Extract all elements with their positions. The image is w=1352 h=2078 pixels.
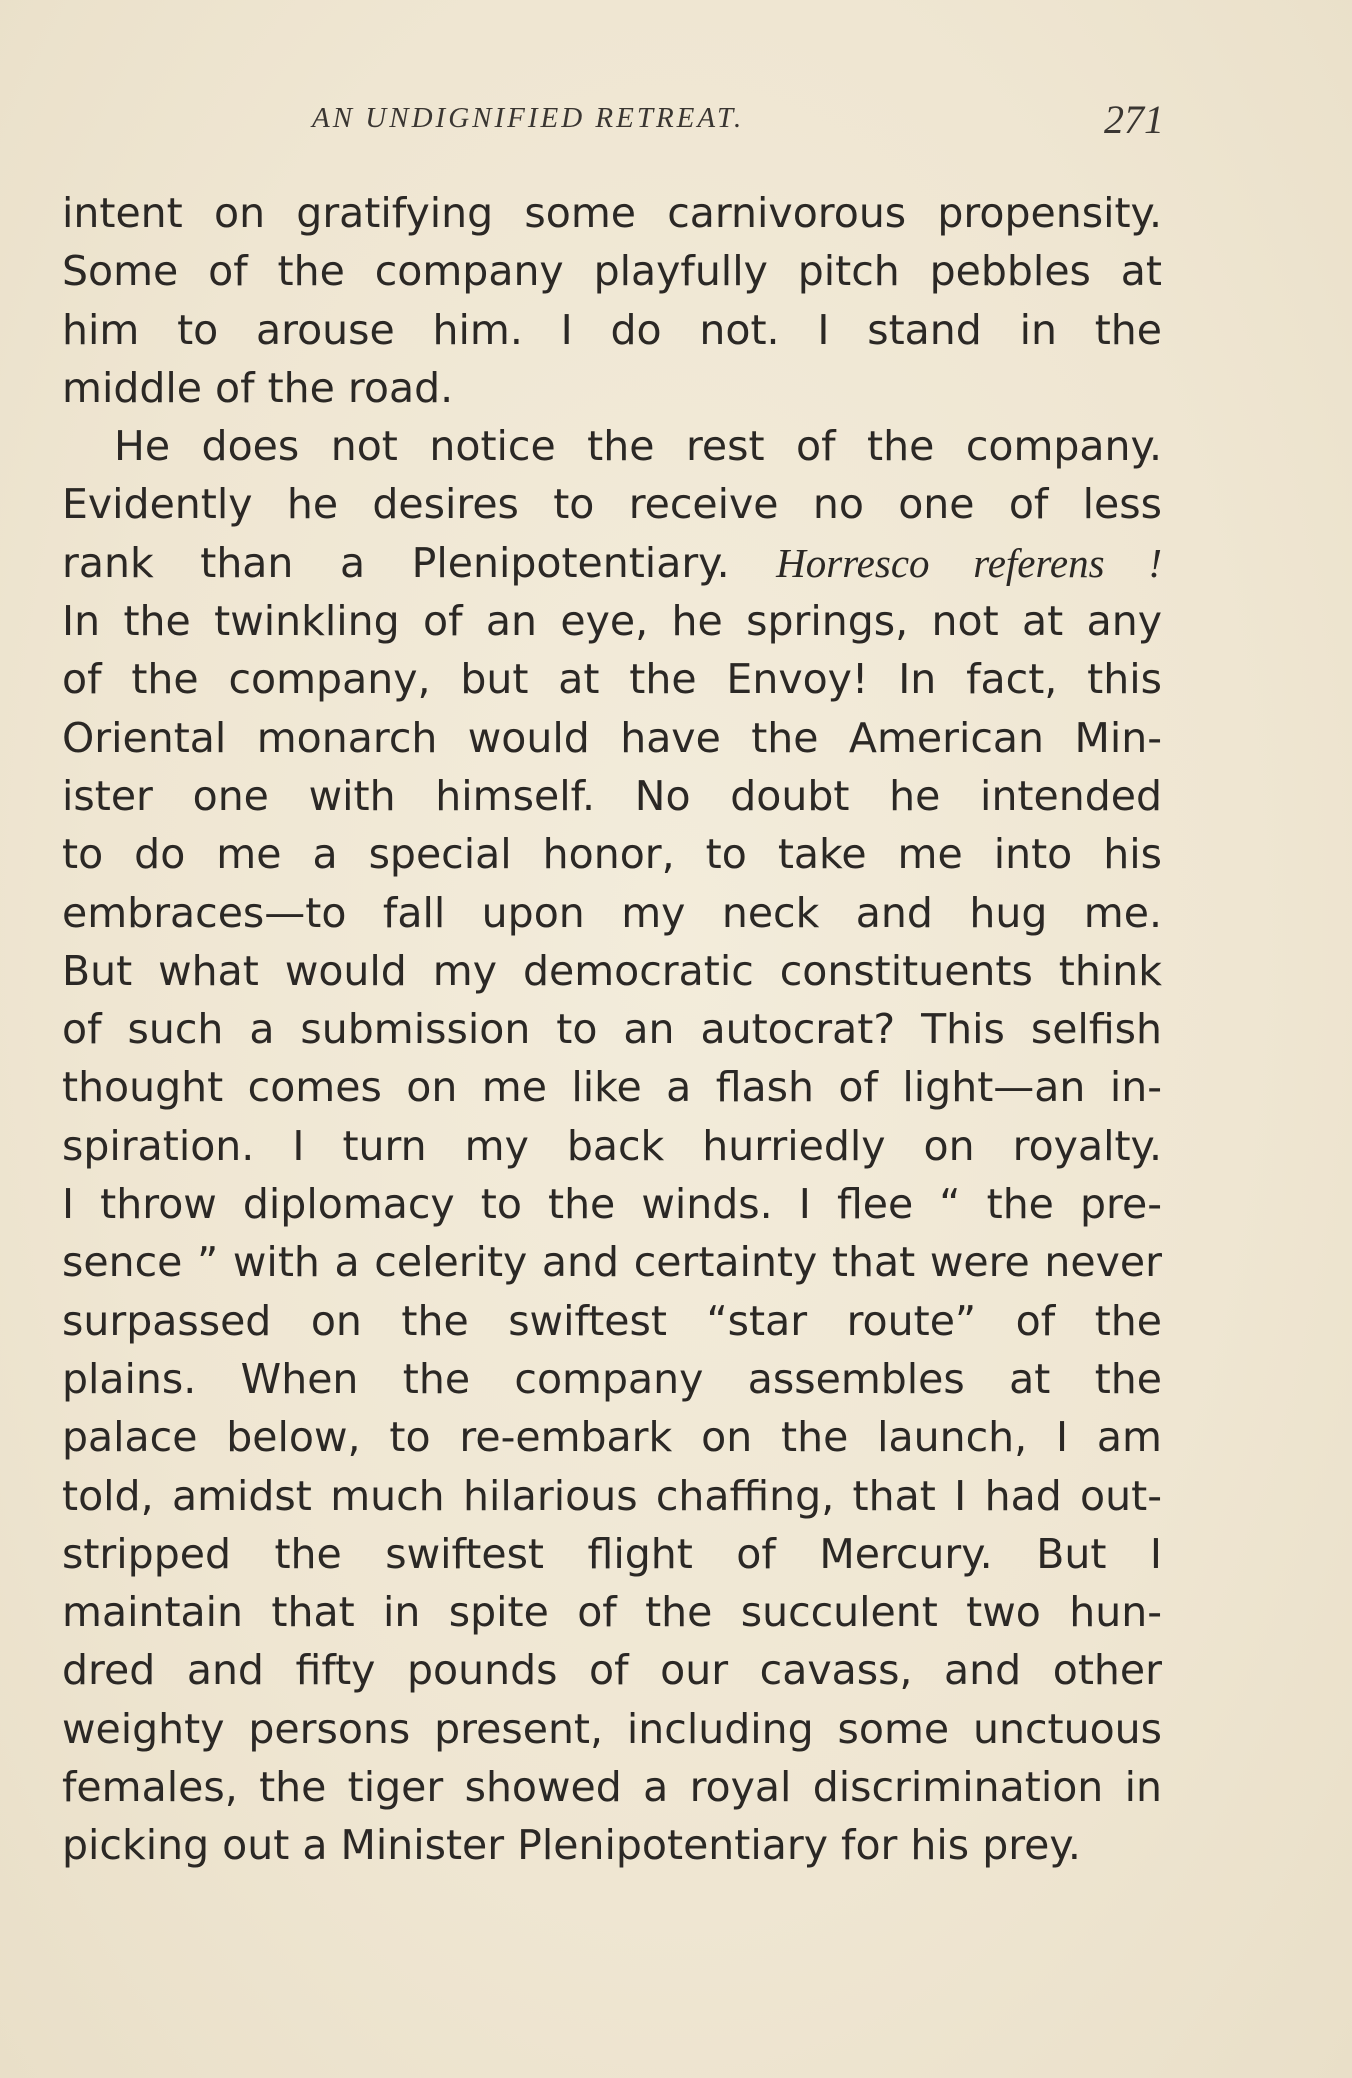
body-text [62, 184, 1162, 1875]
text-line [62, 1525, 1162, 1583]
text-line [62, 1583, 1162, 1641]
text-segment: palace below, to re-embark on the launch, I am [62, 1413, 1162, 1462]
text-segment: plains. When the company assembles at the [62, 1354, 1162, 1403]
text-line [62, 359, 1162, 417]
text-segment: thought comes on me like a flash of light—an in- [62, 1063, 1162, 1112]
text-line [62, 1000, 1162, 1058]
text-segment: rank than a Plenipotentiary. [62, 538, 777, 587]
text-line [62, 184, 1162, 242]
text-segment: dred and fifty pounds of our cavass, and other [62, 1646, 1162, 1695]
text-line [62, 475, 1162, 533]
text-line [62, 709, 1162, 767]
text-line [62, 1058, 1162, 1116]
text-segment: I throw diplomacy to the winds. I flee “ the pre- [62, 1180, 1162, 1229]
text-line [62, 650, 1162, 708]
text-segment: middle of the road. [62, 363, 454, 412]
text-line [62, 534, 1162, 592]
text-segment: told, amidst much hilarious chaffing, that I had out- [62, 1471, 1162, 1520]
text-line [62, 1467, 1162, 1525]
text-segment: of such a submission to an autocrat? This selfish [62, 1005, 1162, 1054]
text-line [62, 884, 1162, 942]
text-segment: surpassed on the swiftest “star route” of the [62, 1296, 1162, 1345]
text-segment: maintain that in spite of the succulent two hun- [62, 1588, 1162, 1637]
text-segment: In the twinkling of an eye, he springs, not at any [62, 597, 1162, 646]
text-line [62, 1758, 1162, 1816]
text-segment: of the company, but at the Envoy! In fact, this [62, 655, 1162, 704]
text-line [62, 1175, 1162, 1233]
text-line [62, 1117, 1162, 1175]
running-title: AN UNDIGNIFIED RETREAT. [312, 102, 745, 134]
text-line [62, 242, 1162, 300]
text-segment: Some of the company playfully pitch pebbles at [62, 247, 1162, 296]
text-segment: weighty persons present, including some unctuous [62, 1704, 1162, 1753]
text-line [62, 1816, 1162, 1874]
text-line [62, 1700, 1162, 1758]
paragraph [62, 417, 1162, 1874]
text-segment: He does not notice the rest of the company. [114, 422, 1162, 471]
text-segment: females, the tiger showed a royal discrimination in [62, 1763, 1162, 1812]
text-segment: embraces—to fall upon my neck and hug me. [62, 888, 1162, 937]
text-segment: intent on gratifying some carnivorous propensity. [62, 189, 1162, 237]
running-head [62, 96, 1162, 146]
text-segment: Evidently he desires to receive no one of less [62, 480, 1162, 529]
text-segment: Oriental monarch would have the American Min- [62, 713, 1162, 762]
text-segment: picking out a Minister Plenipotentiary for his prey. [62, 1821, 1081, 1870]
page-number: 271 [1104, 97, 1164, 142]
text-line [62, 1350, 1162, 1408]
text-segment: stripped the swiftest flight of Mercury. But I [62, 1529, 1162, 1578]
text-line [62, 301, 1162, 359]
text-line [62, 942, 1162, 1000]
text-line [62, 592, 1162, 650]
text-segment: ister one with himself. No doubt he intended [62, 771, 1162, 820]
text-segment: to do me a special honor, to take me into his [62, 830, 1162, 879]
text-segment: But what would my democratic constituents think [62, 946, 1162, 995]
text-line [62, 1233, 1162, 1291]
text-segment: him to arouse him. I do not. I stand in the [62, 305, 1162, 354]
text-line [62, 1292, 1162, 1350]
text-line [62, 1641, 1162, 1699]
text-line [62, 767, 1162, 825]
italic-phrase: Horresco referens ! [776, 539, 1162, 586]
paragraph [62, 184, 1162, 417]
text-segment: spiration. I turn my back hurriedly on royalty. [62, 1121, 1162, 1170]
text-segment: sence ” with a celerity and certainty that were never [62, 1238, 1162, 1287]
text-line [62, 1408, 1162, 1466]
text-line [62, 825, 1162, 883]
text-line [62, 417, 1162, 475]
